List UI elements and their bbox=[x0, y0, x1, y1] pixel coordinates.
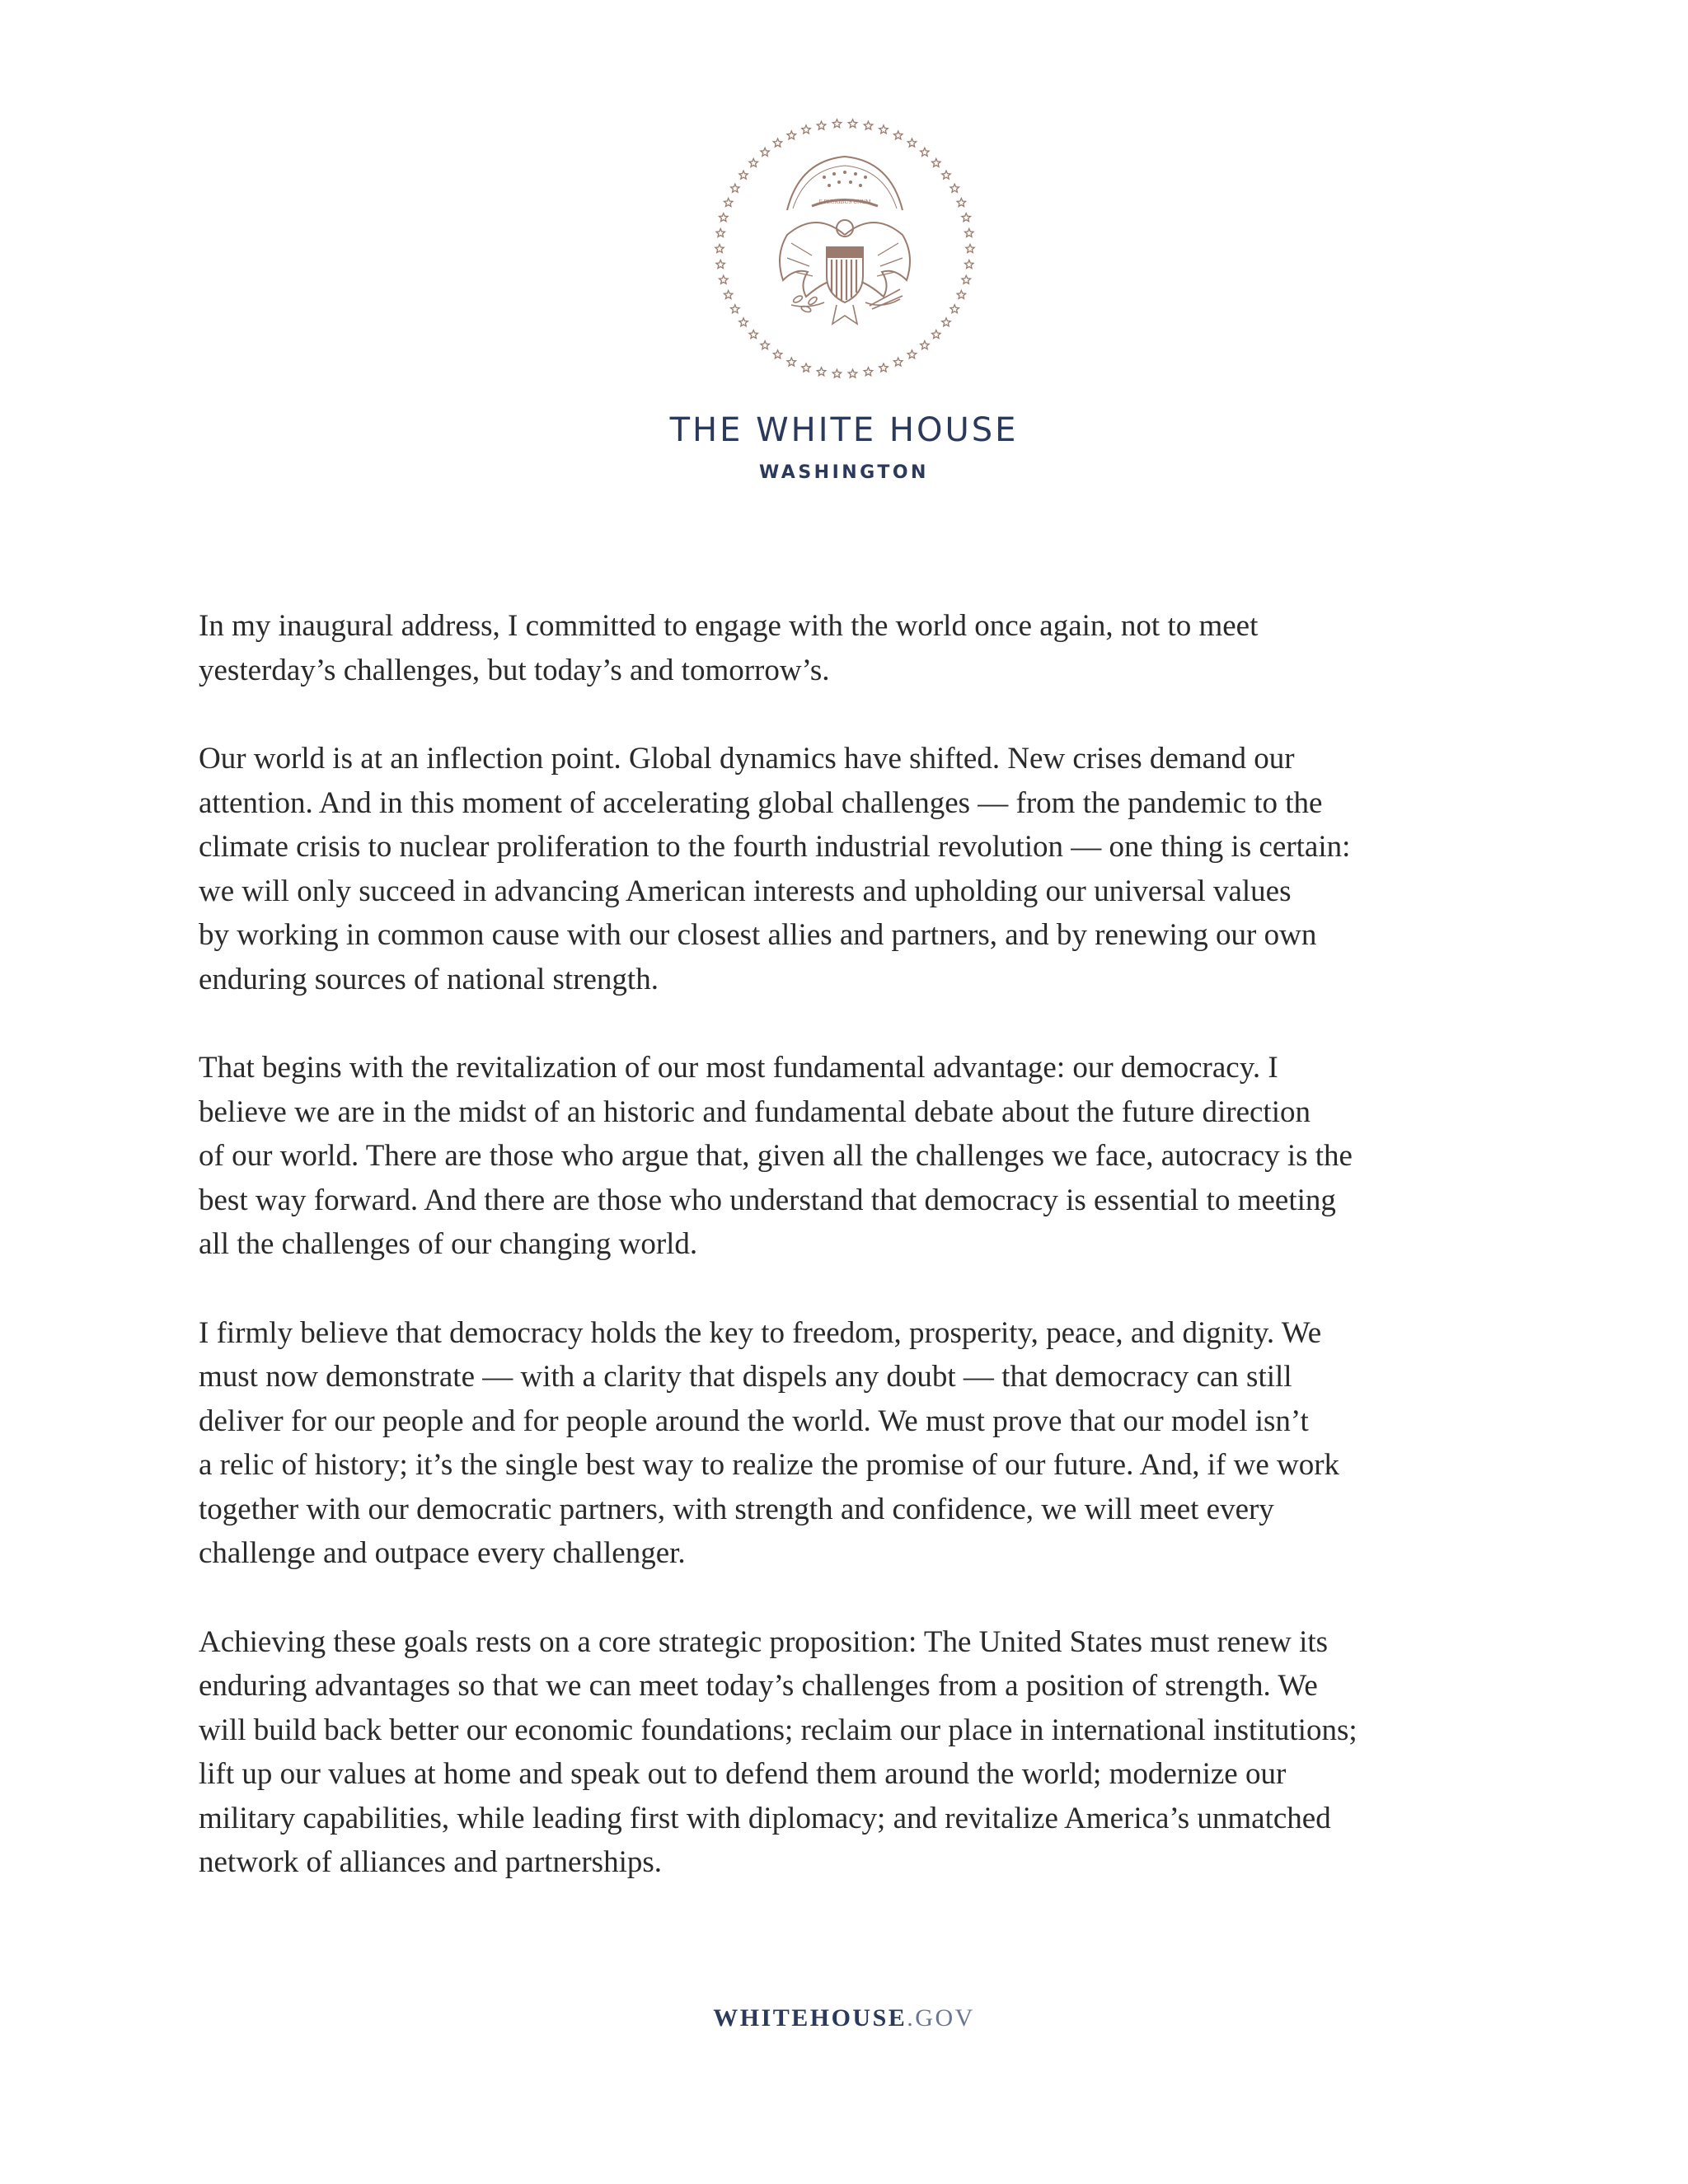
paragraph: That begins with the revitalization of our most fundamental advantage: our democracy. I believe we are in the midst of an historic and fundamental debate about the future direction of our world. There are those who argue that, given all the challenges we face, autocracy is the best way forward. And there are those who understand that democracy is essential to meeting all the challenges of our changing world. bbox=[199, 1051, 1353, 1261]
paragraph: I firmly believe that democracy holds the key to freedom, prosperity, peace, and dignity. We must now demonstrate — with a clarity that dispels any doubt — that democracy can still deliver for our people and for people around the world. We must prove that our model isn’t a relic of history; it’s the single best way to realize the promise of our future. And, if we work together with our democratic partners, with strength and confidence, we will meet every challenge and outpace every challenger. bbox=[199, 1315, 1340, 1570]
letter-body bbox=[199, 604, 1517, 1929]
paragraph: Achieving these goals rests on a core strategic proposition: The United States must renew its enduring advantages so that we can meet today’s challenges from a position of strength. We will build back better our economic foundations; reclaim our place in international institutions; lift up our values at home and speak out to defend them around the world; modernize our military capabilities, while leading first with diplomacy; and revitalize America’s unmatched network of alliances and partnerships. bbox=[199, 1624, 1357, 1879]
paragraph: Our world is at an inflection point. Global dynamics have shifted. New crises demand our attention. And in this moment of accelerating global challenges — from the pandemic to the climate crisis to nuclear proliferation to the fourth industrial revolution — one thing is certain: we will only succeed in advancing American interests and upholding our universal values by working in common cause with our closest allies and partners, and by renewing our own enduring sources of national strength. bbox=[199, 742, 1351, 996]
footer-website-link[interactable] bbox=[0, 2006, 1688, 2031]
footer-url-tld: .GOV bbox=[907, 2004, 975, 2032]
footer-url-domain: WHITEHOUSE bbox=[713, 2004, 907, 2032]
masthead-title: THE WHITE HOUSE bbox=[669, 411, 1019, 449]
seal-motto: E PLURIBUS UNUM bbox=[818, 199, 871, 205]
masthead-subtitle: WASHINGTON bbox=[759, 462, 929, 483]
paragraph: In my inaugural address, I committed to engage with the world once again, not to meet yesterday’s challenges, but today’s and tomorrow’s. bbox=[199, 609, 1259, 687]
presidential-seal-icon bbox=[709, 111, 981, 387]
